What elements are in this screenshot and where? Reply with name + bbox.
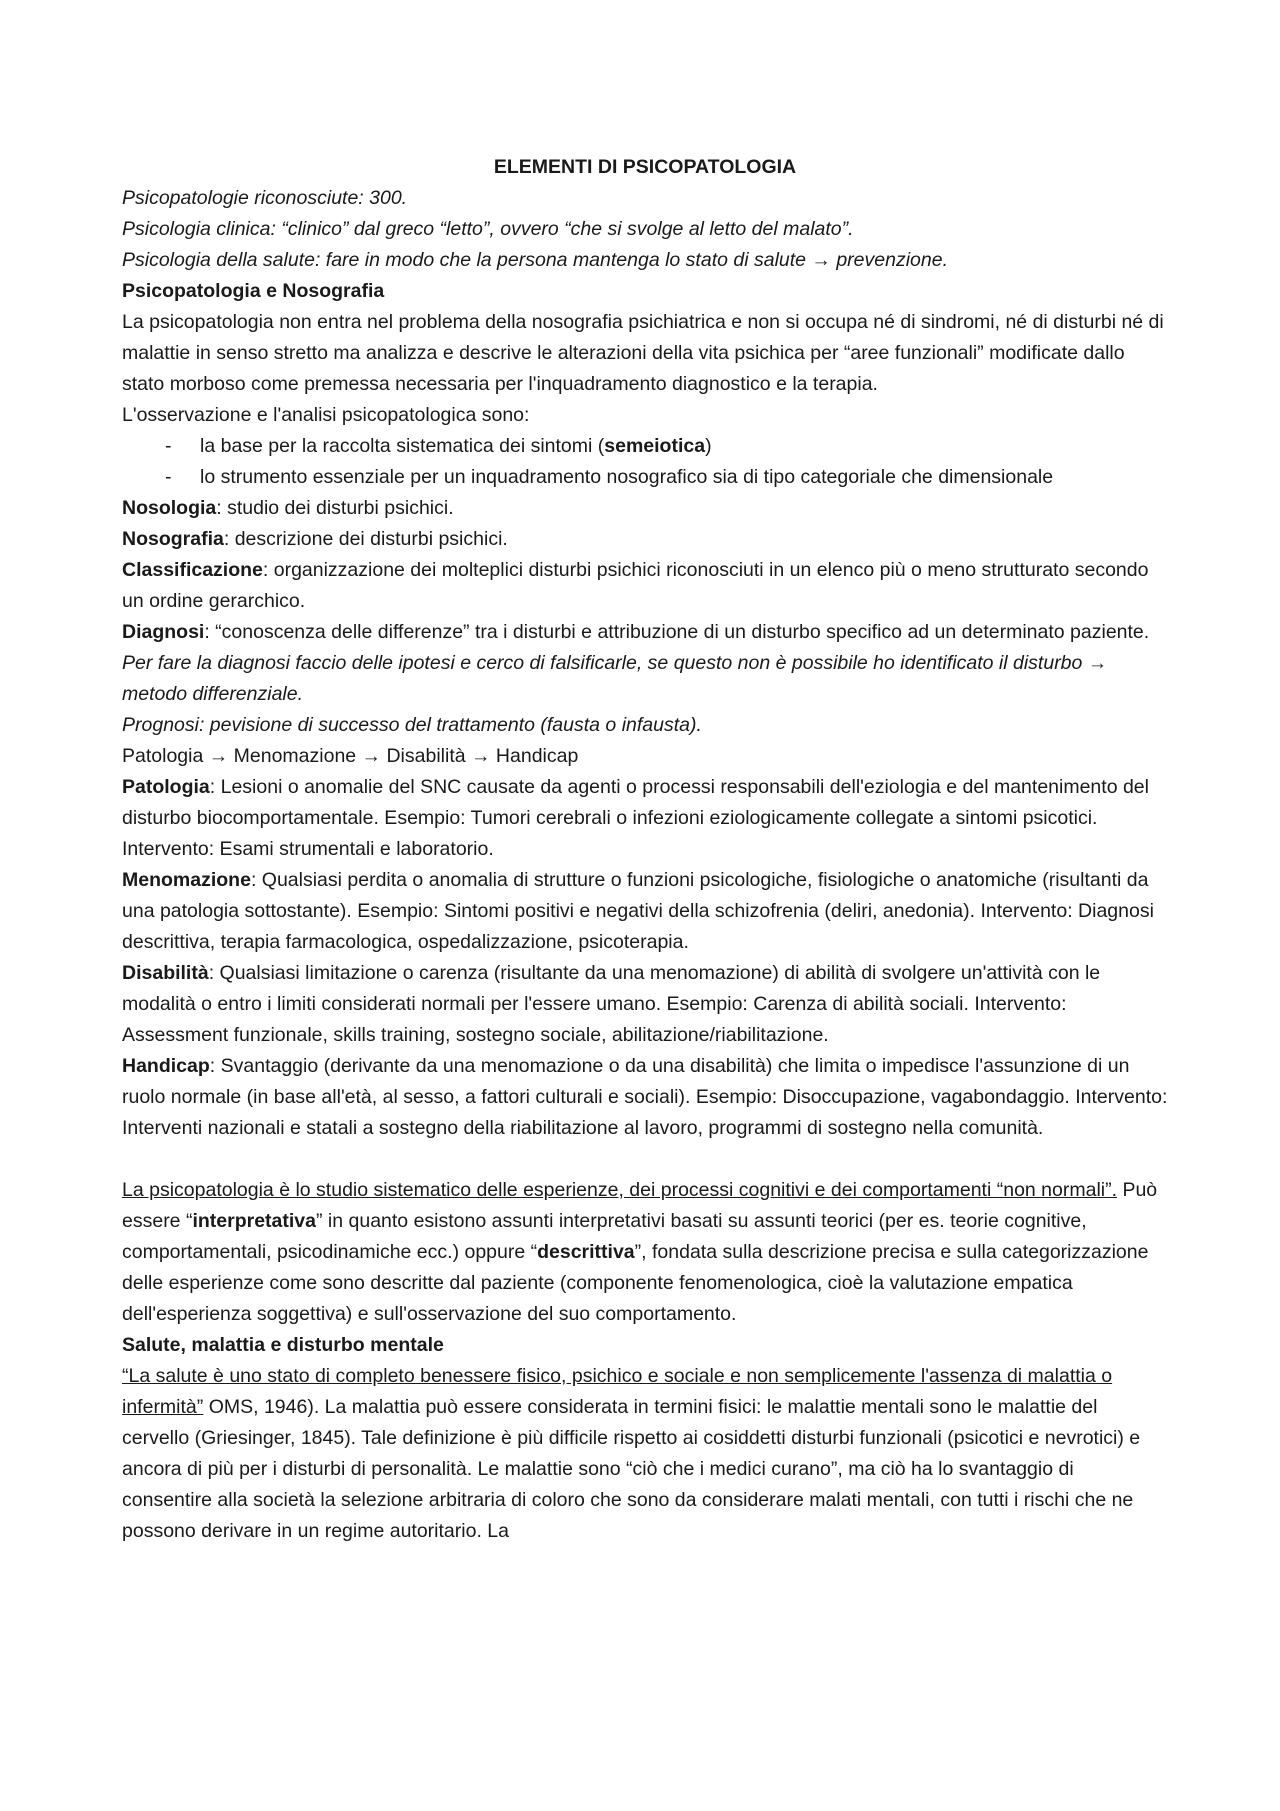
paragraph: “La salute è uno stato di completo benessere fisico, psichico e sociale e non semplicemente l'assenza di malattia o infermità” OMS, 1946). La malattia può essere considerata in termini fisici: le malattie mentali sono le malattie del cervello (Griesinger, 1845). Tale definizione è più difficile rispetto ai cosiddetti disturbi funzionali (psicotici e nevrotici) e ancora di più per i disturbi di personalità. Le malattie sono “ciò che i medici curano”, ma ciò ha lo svantaggio di consentire alla società la selezione arbitraria di coloro che sono da considerare malati mentali, con tutti i rischi che ne possono derivare in un regime autoritario. La bbox=[122, 1365, 1141, 1542]
document-title: ELEMENTI DI PSICOPATOLOGIA bbox=[493, 156, 797, 178]
paragraph: La psicopatologia è lo studio sistematico delle esperienze, dei processi cognitivi e dei comportamenti “non normali”. Può essere “interpretativa” in quanto esistono assunti interpretativi basati su assunti teorici (per es. teorie cognitive, comportamentali, psicodinamiche ecc.) oppure “descrittiva”, fondata sulla descrizione precisa e sulla categorizzazione delle esperienze come sono descritte dal paziente (componente fenomenologica, cioè la valutazione empatica dell'esperienza soggettiva) e sull'osservazione del suo comportamento. bbox=[122, 1179, 1158, 1325]
definition-term: Handicap bbox=[122, 1055, 210, 1077]
definition: Nosologia: studio dei disturbi psichici. bbox=[122, 497, 454, 519]
definition-term: Disabilità bbox=[122, 962, 209, 984]
italic-note: Per fare la diagnosi faccio delle ipotesi e cerco di falsificarle, se questo non è possibile ho identificato il disturbo → metodo differenziale. bbox=[122, 652, 1108, 705]
bold-term: semeiotica bbox=[604, 435, 706, 457]
definition-term: Nosologia bbox=[122, 497, 217, 519]
chain-line: Patologia → Menomazione → Disabilità → Handicap bbox=[122, 745, 579, 767]
list-intro: L'osservazione e l'analisi psicopatologica sono: bbox=[122, 404, 530, 426]
italic-note: Prognosi: pevisione di successo del trattamento (fausta o infausta). bbox=[122, 714, 702, 736]
document-page bbox=[122, 152, 1168, 1547]
dash-list bbox=[122, 431, 1168, 493]
underlined-sentence: La psicopatologia è lo studio sistematico delle esperienze, dei processi cognitivi e dei comportamenti “non normali”. bbox=[122, 1179, 1118, 1201]
definition: Diagnosi: “conoscenza delle differenze” tra i disturbi e attribuzione di un disturbo specifico ad un determinato paziente. bbox=[122, 621, 1150, 643]
intro-line: Psicologia della salute: fare in modo che la persona mantenga lo stato di salute → prevenzione. bbox=[122, 249, 948, 271]
bold-term: descrittiva bbox=[537, 1241, 635, 1263]
blank-line bbox=[122, 1144, 1168, 1175]
list-item: - lo strumento essenziale per un inquadramento nosografico sia di tipo categoriale che dimensionale bbox=[165, 462, 1168, 493]
definition-term: Nosografia bbox=[122, 528, 224, 550]
definition-term: Diagnosi bbox=[122, 621, 205, 643]
section-heading: Salute, malattia e disturbo mentale bbox=[122, 1334, 444, 1356]
intro-line: Psicopatologie riconosciute: 300. bbox=[122, 187, 408, 209]
list-item: - la base per la raccolta sistematica dei sintomi (semeiotica) bbox=[165, 431, 1168, 462]
definition-term: Classificazione bbox=[122, 559, 263, 581]
definition: Nosografia: descrizione dei disturbi psichici. bbox=[122, 528, 508, 550]
underlined-quote: “La salute è uno stato di completo benessere fisico, psichico e sociale e non semplicemente l'assenza di malattia o infermità” bbox=[122, 1365, 1113, 1418]
definition-term: Menomazione bbox=[122, 869, 251, 891]
definition: Classificazione: organizzazione dei molteplici disturbi psichici riconosciuti in un elenco più o meno strutturato secondo un ordine gerarchico. bbox=[122, 559, 1149, 612]
chain-definition: Handicap: Svantaggio (derivante da una menomazione o da una disabilità) che limita o impedisce l'assunzione di un ruolo normale (in base all'età, al sesso, a fattori culturali e sociali). Esempio: Disoccupazione, vagabondaggio. Intervento: Interventi nazionali e statali a sostegno della riabilitazione al lavoro, programmi di sostegno nella comunità. bbox=[122, 1055, 1168, 1139]
bold-term: interpretativa bbox=[192, 1210, 316, 1232]
intro-line: Psicologia clinica: “clinico” dal greco “letto”, ovvero “che si svolge al letto del malato”. bbox=[122, 218, 854, 240]
chain-definition: Disabilità: Qualsiasi limitazione o carenza (risultante da una menomazione) di abilità di svolgere un'attività con le modalità o entro i limiti considerati normali per l'essere umano. Esempio: Carenza di abilità sociali. Intervento: Assessment funzionale, skills training, sostegno sociale, abilitazione/riabilitazione. bbox=[122, 962, 1101, 1046]
section-heading: Psicopatologia e Nosografia bbox=[122, 280, 385, 302]
definition-term: Patologia bbox=[122, 776, 210, 798]
chain-definition: Menomazione: Qualsiasi perdita o anomalia di strutture o funzioni psicologiche, fisiologiche o anatomiche (risultanti da una patologia sottostante). Esempio: Sintomi positivi e negativi della schizofrenia (deliri, anedonia). Intervento: Diagnosi descrittiva, terapia farmacologica, ospedalizzazione, psicoterapia. bbox=[122, 869, 1154, 953]
chain-definition: Patologia: Lesioni o anomalie del SNC causate da agenti o processi responsabili dell'eziologia e del mantenimento del disturbo biocomportamentale. Esempio: Tumori cerebrali o infezioni eziologicamente collegate a sintomi psicotici. Intervento: Esami strumentali e laboratorio. bbox=[122, 776, 1149, 860]
paragraph: La psicopatologia non entra nel problema della nosografia psichiatrica e non si occupa né di sindromi, né di disturbi né di malattie in senso stretto ma analizza e descrive le alterazioni della vita psichica per “aree funzionali” modificate dallo stato morboso come premessa necessaria per l'inquadramento diagnostico e la terapia. bbox=[122, 311, 1164, 395]
